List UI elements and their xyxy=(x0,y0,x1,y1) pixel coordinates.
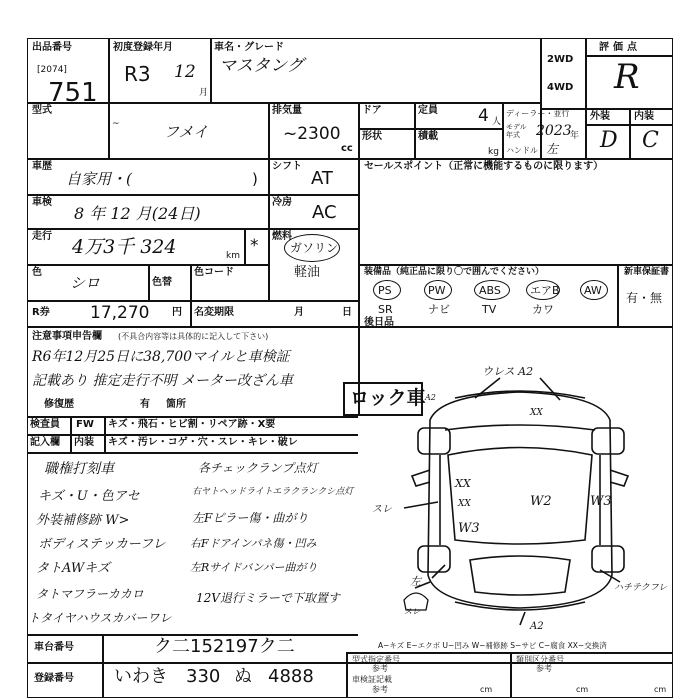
notes-line-1: R6年12月25日に38,700マイルと車検証 xyxy=(32,349,290,365)
registration-area: いわき xyxy=(114,666,168,687)
car-rear-window xyxy=(470,556,570,595)
entry-label: 記入欄 xyxy=(30,437,60,448)
handle-value: 左 xyxy=(546,142,559,156)
handwritten-note: 左Rサイドバンパー曲がり xyxy=(190,561,318,574)
handwritten-note: 12V退行ミラーで下取置す xyxy=(196,591,340,605)
interior-label: 内装 xyxy=(634,111,654,122)
type-designation-label: 型式指定番号 xyxy=(352,655,400,664)
damage-arrow xyxy=(540,378,560,400)
history-value: 自家用・( xyxy=(66,170,132,188)
type-mark: ~ xyxy=(112,119,120,129)
interior-legend: キズ・汚レ・コゲ・穴・スレ・キレ・破レ xyxy=(108,437,298,448)
divider xyxy=(102,634,104,698)
cm-unit: cm xyxy=(576,685,589,694)
ac-label: 冷房 xyxy=(272,197,292,208)
shift-label: シフト xyxy=(272,161,302,172)
capacity-unit: 人 xyxy=(492,117,502,127)
mileage-label: 走行 xyxy=(32,231,52,242)
cm-unit: cm xyxy=(480,685,493,694)
handwritten-note: 右ヤトヘッドライトエラクランクシ点灯 xyxy=(192,487,354,497)
inspection-value: 8 年 12 月(24日) xyxy=(74,204,201,223)
handwritten-note: 外装補修跡 W> xyxy=(36,513,130,528)
warranty-label: 新車保証書 xyxy=(624,267,670,277)
shift-value: AT xyxy=(311,168,333,189)
equipment-item: PW xyxy=(428,284,446,297)
exterior-grade: D xyxy=(600,128,618,153)
equipment-item: ナビ xyxy=(428,303,450,316)
model-name-label: 車名・グレード xyxy=(214,42,284,53)
equipment-label: 装備品（純正品に限り〇で囲んでください） xyxy=(364,267,545,277)
handwritten-note: 職権打刻車 xyxy=(44,461,114,477)
handle-label: ハンドル xyxy=(506,146,538,155)
type-value: フメイ xyxy=(164,123,209,141)
deadline-month: 月 xyxy=(294,307,304,318)
type-label: 型式 xyxy=(32,105,52,116)
diagram-label: スレ xyxy=(404,607,420,616)
registration-serial: 4888 xyxy=(268,666,314,687)
handwritten-note: ボディステッカーフレ xyxy=(38,537,166,552)
color-code-label: 色コード xyxy=(194,267,234,278)
repair-suffix: 箇所 xyxy=(166,399,186,410)
diagram-label: ハチテクフレ xyxy=(614,583,668,593)
diagram-label: A2 xyxy=(530,621,544,632)
diagram-label: W2 xyxy=(530,494,552,509)
capacity-value: 4 xyxy=(478,106,489,126)
chassis-label: 車台番号 xyxy=(34,642,74,653)
door-label: ドア xyxy=(362,105,382,116)
mirror-right-icon xyxy=(610,470,628,486)
repair-label: 修復歴 xyxy=(44,399,74,410)
diagram-label: ウレス A2 xyxy=(482,365,534,378)
divider xyxy=(346,652,348,698)
rear-seat-label: 後日品 xyxy=(364,317,394,328)
shape-label: 形状 xyxy=(362,131,382,142)
wheel-icon xyxy=(592,546,624,572)
reference-label: 参考 xyxy=(372,664,388,673)
registration-class: 330 xyxy=(186,666,221,687)
registration-kana: ぬ xyxy=(234,666,252,687)
equipment-item: PS xyxy=(378,284,392,297)
ac-value: AC xyxy=(312,202,337,223)
grade-label: 評価点 xyxy=(599,42,641,53)
interior-legend-label: 内装 xyxy=(74,437,94,448)
color-label: 色 xyxy=(32,267,42,278)
deadline-label: 名変期限 xyxy=(194,307,234,318)
lock-stamp: ロック車 xyxy=(350,387,426,409)
car-hood xyxy=(445,425,595,430)
equipment-item: エアB xyxy=(530,284,560,297)
vehicle-dim-label: 車検証記載 xyxy=(352,675,392,684)
mileage-unit: km xyxy=(226,251,240,261)
diagram-label: W3 xyxy=(458,521,480,536)
diagram-label: W3 xyxy=(590,494,612,509)
model-year-label: モデル年式 xyxy=(506,123,527,139)
color-change-label: 色替 xyxy=(152,277,172,288)
equipment-item: TV xyxy=(482,303,497,316)
damage-arrow xyxy=(520,612,525,625)
cm-unit: cm xyxy=(654,685,667,694)
damage-arrow xyxy=(404,502,438,508)
year-suffix: 年 xyxy=(570,131,580,141)
warranty-value: 有・無 xyxy=(626,291,663,305)
first-reg-month: 12 xyxy=(174,62,196,82)
first-reg-era: R3 xyxy=(124,62,151,86)
mirror-left-icon xyxy=(412,470,430,486)
diagram-label: 左 xyxy=(410,575,421,588)
mileage-mark: * xyxy=(250,236,259,256)
lot-label: 出品番号 xyxy=(32,42,72,53)
notes-label-note: (不具合内容等は具体的に記入して下さい) xyxy=(118,332,269,341)
classification-label: 類別区分番号 xyxy=(516,655,564,664)
repair-value: 有 xyxy=(140,399,150,410)
capacity-label: 定員 xyxy=(418,105,438,116)
recycle-label: R券 xyxy=(32,307,50,318)
reference-label: 参考 xyxy=(372,685,388,694)
displacement-unit: cc xyxy=(341,143,353,154)
sales-points-label: セールスポイント（正常に機能するものに限ります） xyxy=(364,161,604,172)
fuel-diesel: 軽油 xyxy=(294,265,321,280)
fuel-label: 燃料 xyxy=(272,231,292,242)
handwritten-note: トタイヤハウスカバーワレ xyxy=(28,611,172,625)
month-suffix: 月 xyxy=(199,88,209,98)
history-label: 車歴 xyxy=(32,161,52,172)
diagram-label: スレ xyxy=(372,504,392,515)
dealer-label: ディーラー・並行 xyxy=(506,109,570,118)
reference-label: 参考 xyxy=(536,664,552,673)
divider xyxy=(510,652,512,698)
equipment-item: ABS xyxy=(479,284,501,297)
handwritten-note: 右Fドアインパネ傷・凹み xyxy=(190,537,317,550)
handwritten-note: タトAWキズ xyxy=(36,561,110,576)
divider xyxy=(27,662,673,664)
history-close: ) xyxy=(252,170,258,188)
equipment-item: カワ xyxy=(532,303,554,316)
diagram-label: XX xyxy=(455,477,471,490)
handwritten-note: キズ・U・色アセ xyxy=(38,489,140,504)
handwritten-note: 各チェックランプ点灯 xyxy=(198,461,318,475)
notes-line-2: 記載あり 推定走行不明 メーター改ざん車 xyxy=(32,373,293,389)
handwritten-note: タトマフラーカカロ xyxy=(36,587,144,601)
drive-4wd: 4WD xyxy=(547,82,574,93)
color-value: シロ xyxy=(70,274,101,292)
divider xyxy=(346,652,673,654)
wheel-icon xyxy=(418,546,450,572)
wheel-icon xyxy=(418,428,450,454)
inspection-label: 車検 xyxy=(32,197,52,208)
load-unit: kg xyxy=(488,147,499,157)
exterior-label: 外装 xyxy=(590,111,610,122)
recycle-value: 17,270 xyxy=(90,303,150,323)
grade-value: R xyxy=(614,57,640,97)
mileage-value: 4万3千 324 xyxy=(72,236,177,258)
displacement-value: ~2300 xyxy=(283,124,341,144)
diagram-label: XX xyxy=(530,408,543,418)
fw-legend: キズ・飛石・ヒビ割・リペア跡・X要 xyxy=(108,419,276,430)
diagram-label: A2 xyxy=(425,393,436,402)
lot-number: 751 xyxy=(48,78,98,108)
lot-code: [2074] xyxy=(37,65,67,75)
equipment-item: AW xyxy=(584,284,602,297)
drive-2wd: 2WD xyxy=(547,54,574,65)
equipment-item: SR xyxy=(378,303,393,316)
model-name: マスタング xyxy=(219,56,304,76)
interior-grade: C xyxy=(642,128,659,153)
load-label: 積載 xyxy=(418,131,438,142)
fuel-gasoline: ガソリン xyxy=(290,241,339,255)
displacement-label: 排気量 xyxy=(272,105,302,116)
deadline-day: 日 xyxy=(342,307,352,318)
wheel-icon xyxy=(592,428,624,454)
recycle-unit: 円 xyxy=(172,307,182,318)
registration-label: 登録番号 xyxy=(34,673,74,684)
handwritten-note: 左Fピラー傷・曲がり xyxy=(192,511,309,525)
first-reg-label: 初度登録年月 xyxy=(113,42,173,53)
notes-label: 注意事項申告欄 xyxy=(32,331,102,342)
fw-label: FW xyxy=(76,419,94,430)
diagram-legend: A−キズ E−エクボ U−凹み W−補修跡 S−サビ C−腐食 XX−交換済 xyxy=(378,641,607,650)
model-year-value: 2023 xyxy=(536,123,572,139)
diagram-label: XX xyxy=(458,499,471,509)
inspector-label: 検査員 xyxy=(30,419,60,430)
chassis-value: ク二152197ク二 xyxy=(154,636,295,657)
